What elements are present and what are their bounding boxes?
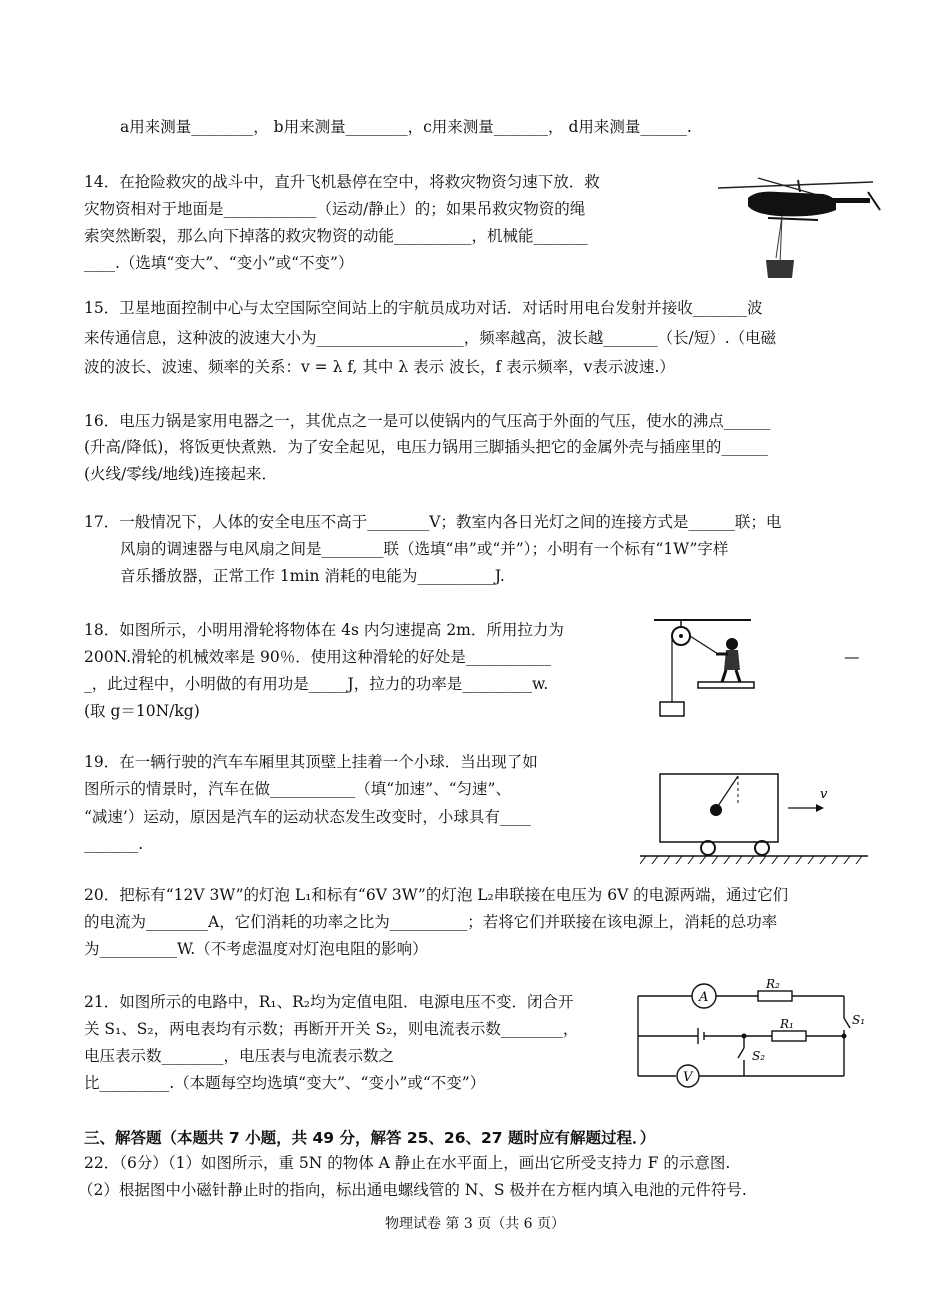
- q18-line3: _，此过程中，小明做的有用功是_____J，拉力的功率是_________w.: [84, 675, 549, 693]
- q20-line3: 为__________W.（不考虑温度对灯泡电阻的影响）: [84, 940, 428, 958]
- page-footer: 物理试卷 第 3 页（共 6 页）: [384, 1216, 566, 1232]
- voltmeter-label: V: [683, 1070, 693, 1085]
- q20-line2: 的电流为________A，它们消耗的功率之比为__________；若将它们并联接在该电源上，消耗的总功率: [84, 913, 778, 931]
- pulley-figure: [646, 614, 758, 720]
- q22-line2: （2）根据图中小磁针静止时的指向，标出通电螺线管的 N、S 极并在方框内填入电池的元件符号.: [78, 1181, 747, 1199]
- velocity-label: v: [820, 787, 828, 802]
- q17-line2: 风扇的调速器与电风扇之间是________联（选填“串”或“并”）；小明有一个标有“1W”字样: [120, 540, 729, 558]
- q18-line2-tail: —: [844, 648, 860, 666]
- section-three-title: 三、解答题（本题共 7 小题，共 49 分，解答 25、26、27 题时应有解题过程．）: [84, 1129, 656, 1147]
- q19-line2: 图所示的情景时，汽车在做___________（填“加速”、“匀速”、: [84, 780, 511, 798]
- q21-line1: 21．如图所示的电路中，R₁、R₂均为定值电阻．电源电压不变．闭合开: [84, 993, 574, 1011]
- q20-line1: 20．把标有“12V 3W”的灯泡 L₁和标有“6V 3W”的灯泡 L₂串联接在电压为 6V 的电源两端，通过它们: [84, 886, 789, 904]
- q19-line1: 19．在一辆行驶的汽车车厢里其顶壁上挂着一个小球．当出现了如: [84, 753, 538, 771]
- q14-line1: 14．在抢险救灾的战斗中，直升飞机悬停在空中，将救灾物资匀速下放．救: [84, 173, 600, 191]
- s2-label: S₂: [752, 1049, 766, 1063]
- q14-line3: 索突然断裂，那么向下掉落的救灾物资的动能__________，机械能_______: [84, 227, 588, 245]
- q21-line4: 比_________.（本题每空均选填“变大”、“变小”或“不变”）: [84, 1074, 486, 1092]
- q15-line3: 波的波长、波速、频率的关系：v = λ f, 其中 λ 表示 波长，f 表示频率，v表示波速.）: [84, 358, 675, 376]
- circuit-figure: [632, 978, 876, 1090]
- q17-line3: 音乐播放器，正常工作 1min 消耗的电能为__________J.: [120, 567, 505, 585]
- q21-line3: 电压表示数________，电压表与电流表示数之: [84, 1047, 395, 1065]
- q14-line4: ____.（选填“变大”、“变小”或“不变”）: [84, 254, 354, 272]
- q22-line1: 22．（6分）（1）如图所示，重 5N 的物体 A 静止在水平面上，画出它所受支持力 F 的示意图.: [84, 1154, 731, 1172]
- q15-line1: 15．卫星地面控制中心与太空国际空间站上的宇航员成功对话．对话时用电台发射并接收_______波: [84, 299, 763, 317]
- q16-line2: (升高/降低)，将饭更快煮熟．为了安全起见，电压力锅用三脚插头把它的金属外壳与插座里的______: [84, 438, 768, 456]
- q18-line4: (取 g＝10N/kg): [84, 702, 200, 720]
- q16-line3: (火线/零线/地线)连接起来．: [84, 465, 278, 483]
- q15-line2: 来传通信息，这种波的波速大小为___________________，频率越高，波长越_______（长/短）.（电磁: [84, 329, 777, 347]
- ammeter-label: A: [699, 990, 709, 1005]
- q21-line2: 关 S₁、S₂，两电表均有示数；再断开开关 S₂，则电流表示数________，: [84, 1020, 579, 1038]
- q14-line2: 灾物资相对于地面是____________（运动/静止）的；如果吊救灾物资的绳: [84, 200, 586, 218]
- q19-line3: “减速’）运动，原因是汽车的运动状态发生改变时，小球具有____: [84, 808, 531, 826]
- q16-line1: 16．电压力锅是家用电器之一，其优点之一是可以使锅内的气压高于外面的气压，使水的沸点______: [84, 412, 771, 430]
- q18-line1: 18．如图所示，小明用滑轮将物体在 4s 内匀速提高 2m．所用拉力为: [84, 621, 564, 639]
- q13-line1: a用来测量________， b用来测量________，c用来测量_______， d用来测量______.: [120, 118, 692, 136]
- s1-label: S₁: [852, 1013, 866, 1027]
- helicopter-figure: [708, 168, 884, 288]
- q18-line2: 200N.滑轮的机械效率是 90％．使用这种滑轮的好处是___________: [84, 648, 551, 666]
- q19-line4: _______.: [84, 835, 144, 853]
- r2-label: R₂: [766, 978, 780, 991]
- r1-label: R₁: [780, 1017, 794, 1031]
- car-figure: [640, 768, 870, 868]
- q17-line1: 17．一般情况下，人体的安全电压不高于________V；教室内各日光灯之间的连接方式是______联；电: [84, 513, 782, 531]
